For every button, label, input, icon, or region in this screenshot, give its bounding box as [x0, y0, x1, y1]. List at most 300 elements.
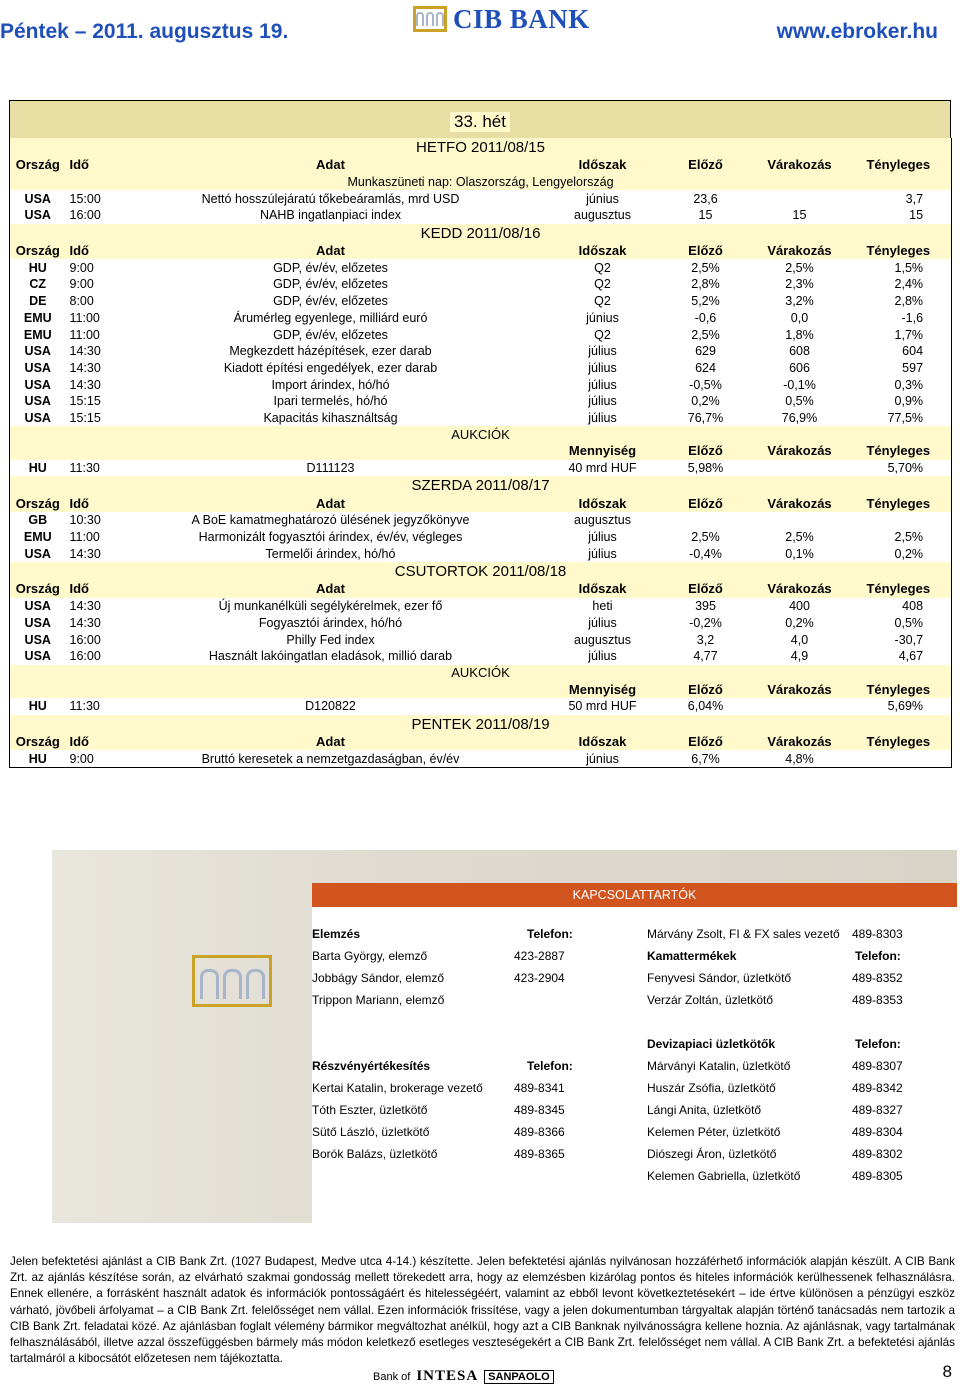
- column-header: Tényleges: [846, 734, 952, 751]
- table-cell: USA: [10, 615, 66, 632]
- contact-name: Jobbágy Sándor, elemző: [312, 971, 445, 985]
- table-cell: 9:00: [69, 260, 94, 275]
- contact-name: Lángi Anita, üzletkötő: [647, 1103, 762, 1117]
- table-cell: 5,2%: [691, 294, 720, 309]
- table-cell: USA: [10, 631, 66, 648]
- table-cell: 3,2%: [785, 294, 814, 309]
- auction-row: [10, 698, 952, 715]
- auction-cell: 11:30: [69, 699, 100, 714]
- table-row: [10, 343, 952, 360]
- table-cell: 15:15: [69, 410, 101, 425]
- column-header: Tényleges: [846, 157, 952, 174]
- table-cell: USA: [10, 360, 66, 377]
- week-title-box: [9, 100, 951, 138]
- table-cell: DE: [10, 293, 66, 310]
- table-cell: 2,5%: [785, 530, 814, 545]
- table-cell: 76,7%: [687, 410, 724, 425]
- table-cell: 14:30: [69, 360, 101, 375]
- contact-name: Diószegi Áron, üzletkötő: [647, 1147, 777, 1161]
- table-row: [10, 545, 952, 562]
- auction-cell: 5,69%: [846, 698, 952, 715]
- cib-emblem-icon: [192, 955, 272, 1007]
- table-cell: -30,7: [846, 631, 952, 648]
- table-cell: 11:00: [69, 310, 100, 325]
- table-cell: 597: [846, 360, 952, 377]
- footer-sanpaolo: SANPAOLO: [484, 1370, 554, 1384]
- table-cell: 0,5%: [846, 615, 952, 632]
- spacer: [10, 443, 548, 460]
- table-cell: 11:00: [69, 327, 100, 342]
- table-cell: 0,5%: [785, 394, 814, 409]
- column-header: Várakozás: [754, 681, 846, 698]
- table-cell: Philly Fed index: [286, 632, 375, 647]
- table-row: [10, 750, 952, 767]
- contact-name: Barta György, elemző: [312, 949, 428, 963]
- table-cell: 76,9%: [781, 410, 818, 425]
- day-title-row: [10, 715, 952, 734]
- table-cell: Termelői árindex, hó/hó: [265, 546, 396, 561]
- column-header: Tényleges: [846, 443, 952, 460]
- table-cell: 15: [792, 208, 807, 223]
- day-title: HETFO 2011/08/15: [10, 138, 952, 157]
- contact-phone: 489-8304: [852, 1125, 903, 1139]
- footer-bank-of: Bank of: [373, 1370, 411, 1383]
- contact-phone: 489-8342: [852, 1081, 903, 1095]
- table-cell: Bruttó keresetek a nemzetgazdaságban, év/év: [114, 750, 548, 767]
- column-header: Időszak: [548, 495, 658, 512]
- table-cell: Q2: [594, 277, 611, 292]
- table-row: [10, 529, 952, 546]
- table-cell: -0,5%: [689, 377, 722, 392]
- column-header: Előző: [658, 243, 754, 260]
- column-header: Tényleges: [846, 495, 952, 512]
- column-header: Előző: [658, 157, 754, 174]
- table-cell: 2,5%: [785, 260, 814, 275]
- column-header: Időszak: [548, 734, 658, 751]
- table-cell: 14:30: [69, 599, 101, 614]
- disclaimer: Jelen befektetési ajánlást a CIB Bank Zrt. (1027 Budapest, Medve utca 4-14.) készítette. Jelen befektetési ajánlás nyilvánosan hozzáférhető információk alapján készült. A CIB Bank Zrt. az ajánlás készítése során, az elvárható szakmai gondosság mellett törekedett arra, hogy az elemzésben kizárólag pontos és hiteles információk kerülhessenek felhasználásra. Ennek ellenére, a forrásként használt adatok és információk pontosságáért és hitelességéért, valamint az ebből levont következtetésekért – ide értve különösen a pénzügyi eszköz várható, jövőbeli árfolyamat – a CIB Bank Zrt. felelősséget nem vállal. Ezen információk frissítése, vagy a jelen dokumentumban tárgyaltak alapján történő tanácsadás nem tartozik a CIB Bank Zrt. feladatai közé. Az ajánlásban foglalt vélemény bármikor megváltozhat anélkül, hogy azt a CIB Banknak nyilvánosságra kellene hoznia. Az ajánlásnak, vagy tartalmának felhasználásából, illetve azzal összefüggésben bármely más módon keletkező esetleges veszteségekért a CIB Bank Zrt. felelősséget nem vállal. A CIB Bank Zrt. a befektetési ajánlás tartalmáról a kibocsátót előzetesen nem tájékoztatta.: [10, 1255, 955, 1366]
- column-header: Ország: [10, 243, 66, 260]
- contact-name: Tóth Eszter, üzletkötő: [312, 1103, 428, 1117]
- table-cell: július: [588, 377, 617, 392]
- table-cell: USA: [10, 410, 66, 427]
- table-cell: USA: [10, 376, 66, 393]
- column-header: Ország: [10, 734, 66, 751]
- column-header: Adat: [114, 243, 548, 260]
- table-cell: Használt lakóingatlan eladások, millió darab: [208, 649, 453, 664]
- table-row: [10, 512, 952, 529]
- contacts-section: [52, 850, 957, 1223]
- table-cell: július: [588, 344, 617, 359]
- table-cell: [846, 512, 952, 529]
- column-header: Előző: [658, 443, 754, 460]
- table-cell: -0,4%: [689, 546, 722, 561]
- table-cell: Kapacitás kihasználtság: [263, 410, 398, 425]
- table-cell: Q2: [594, 294, 611, 309]
- table-cell: 4,9: [790, 649, 809, 664]
- table-cell: USA: [10, 598, 66, 615]
- table-cell: -0,6: [694, 310, 717, 325]
- contact-phone: 489-8352: [852, 971, 903, 985]
- table-cell: heti: [592, 599, 613, 614]
- auction-title: AUKCIÓK: [10, 426, 952, 443]
- column-header: Várakozás: [754, 734, 846, 751]
- column-header: Várakozás: [754, 495, 846, 512]
- contact-phone: 489-8302: [852, 1147, 903, 1161]
- table-cell: július: [588, 394, 617, 409]
- table-cell: [846, 750, 952, 767]
- table-cell: GDP, év/év, előzetes: [273, 327, 388, 342]
- table-row: [10, 326, 952, 343]
- table-row: [10, 293, 952, 310]
- contact-name: Márvány Zsolt, FI & FX sales vezető: [647, 927, 840, 941]
- table-cell: 395: [695, 599, 716, 614]
- contact-name: Márványi Katalin, üzletkötő: [647, 1059, 791, 1073]
- contact-phone: 489-8365: [514, 1147, 565, 1161]
- column-header: Ország: [10, 157, 66, 174]
- table-cell: GDP, év/év, előzetes: [273, 260, 388, 275]
- page-header: [0, 0, 960, 70]
- column-header: Tényleges: [846, 243, 952, 260]
- table-cell: 2,4%: [846, 276, 952, 293]
- day-title-row: [10, 138, 952, 157]
- table-cell: USA: [10, 207, 66, 224]
- day-title-row: [10, 476, 952, 495]
- table-cell: 16:00: [69, 649, 101, 664]
- auction-title-row: [10, 665, 952, 682]
- table-cell: [658, 512, 754, 529]
- table-cell: 0,9%: [846, 393, 952, 410]
- table-cell: Fogyasztói árindex, hó/hó: [258, 615, 403, 630]
- column-header: Időszak: [548, 243, 658, 260]
- column-header: Előző: [658, 495, 754, 512]
- day-title: SZERDA 2011/08/17: [10, 476, 952, 495]
- table-row: [10, 598, 952, 615]
- table-cell: 77,5%: [846, 410, 952, 427]
- day-title-row: [10, 562, 952, 581]
- auction-header-row: [10, 443, 952, 460]
- contact-phone: 489-8305: [852, 1169, 903, 1183]
- column-header: Előző: [658, 734, 754, 751]
- column-header-row: [10, 495, 952, 512]
- table-cell: EMU: [10, 326, 66, 343]
- auction-row: [10, 460, 952, 477]
- table-cell: 6,7%: [658, 750, 754, 767]
- table-cell: 14:30: [69, 344, 101, 359]
- table-cell: -0,2%: [689, 615, 722, 630]
- table-row: [10, 207, 952, 224]
- contact-name: Huszár Zsófia, üzletkötő: [647, 1081, 776, 1095]
- auction-cell: D120822: [305, 699, 356, 714]
- column-header: Tényleges: [846, 681, 952, 698]
- table-cell: 15:15: [69, 394, 101, 409]
- column-header: Előző: [658, 581, 754, 598]
- table-cell: GDP, év/év, előzetes: [273, 294, 388, 309]
- table-cell: 606: [789, 360, 810, 375]
- auction-cell: 11:30: [69, 461, 100, 476]
- contact-name: Fenyvesi Sándor, üzletkötő: [647, 971, 792, 985]
- table-cell: USA: [10, 648, 66, 665]
- table-row: [10, 190, 952, 207]
- table-cell: 4,77: [693, 649, 718, 664]
- table-cell: 604: [846, 343, 952, 360]
- table-cell: 0,2%: [691, 394, 720, 409]
- table-cell: Megkezdett házépítések, ezer darab: [229, 344, 432, 359]
- column-header: Várakozás: [754, 243, 846, 260]
- holiday-note: Munkaszüneti nap: Olaszország, Lengyelország: [10, 174, 952, 191]
- table-cell: 3,7: [846, 190, 952, 207]
- table-row: [10, 648, 952, 665]
- cib-logo-icon: [413, 6, 447, 32]
- table-cell: 2,5%: [691, 260, 720, 275]
- table-cell: 624: [695, 360, 716, 375]
- contact-name: Verzár Zoltán, üzletkötő: [647, 993, 774, 1007]
- contact-name: Borók Balázs, üzletkötő: [312, 1147, 438, 1161]
- week-title: 33. hét: [450, 112, 510, 132]
- table-cell: CZ: [10, 276, 66, 293]
- day-title: CSUTORTOK 2011/08/18: [10, 562, 952, 581]
- column-header: Idő: [66, 581, 114, 598]
- auction-cell: HU: [10, 460, 66, 477]
- table-cell: 14:30: [69, 377, 101, 392]
- table-cell: 9:00: [69, 277, 94, 292]
- auction-cell: HU: [10, 698, 66, 715]
- section-heading: Elemzés: [312, 927, 361, 941]
- table-cell: 4,0: [790, 632, 809, 647]
- table-cell: HU: [10, 259, 66, 276]
- table-cell: Új munkanélküli segélykérelmek, ezer fő: [218, 599, 443, 614]
- table-cell: [754, 512, 846, 529]
- table-cell: június: [586, 310, 619, 325]
- table-cell: 15: [846, 207, 952, 224]
- table-cell: 2,5%: [691, 530, 720, 545]
- table-cell: 629: [695, 344, 716, 359]
- table-cell: 1,5%: [846, 259, 952, 276]
- phone-label: Telefon:: [527, 1059, 573, 1073]
- column-header: Időszak: [548, 157, 658, 174]
- table-cell: 1,8%: [785, 327, 814, 342]
- column-header-row: [10, 734, 952, 751]
- contact-name: Kelemen Gabriella, üzletkötő: [647, 1169, 801, 1183]
- table-cell: 4,67: [846, 648, 952, 665]
- auction-cell: 40 mrd HUF: [568, 461, 637, 476]
- table-cell: 2,5%: [846, 529, 952, 546]
- table-cell: augusztus: [574, 208, 631, 223]
- section-heading: Kamattermékek: [647, 949, 737, 963]
- table-cell: július: [588, 360, 617, 375]
- auction-cell: 5,98%: [687, 461, 724, 476]
- table-cell: [754, 190, 846, 207]
- table-cell: 408: [846, 598, 952, 615]
- column-header: Adat: [114, 157, 548, 174]
- day-title: PENTEK 2011/08/19: [10, 715, 952, 734]
- spacer: [10, 681, 548, 698]
- column-header-row: [10, 157, 952, 174]
- contact-name: Trippon Mariann, elemző: [312, 993, 445, 1007]
- day-title: KEDD 2011/08/16: [10, 224, 952, 243]
- table-cell: USA: [10, 343, 66, 360]
- contact-phone: 489-8345: [514, 1103, 565, 1117]
- table-cell: 16:00: [69, 632, 101, 647]
- table-row: [10, 276, 952, 293]
- table-cell: 0,0: [790, 310, 809, 325]
- table-cell: 0,2%: [846, 545, 952, 562]
- cib-logo-text: CIB BANK: [453, 3, 590, 34]
- table-cell: Harmonizált fogyasztói árindex, év/év, végleges: [198, 530, 463, 545]
- contact-phone: 489-8341: [514, 1081, 565, 1095]
- column-header-row: [10, 243, 952, 260]
- column-header: Tényleges: [846, 581, 952, 598]
- table-cell: Árumérleg egyenlege, milliárd euró: [233, 310, 428, 325]
- column-header: Mennyiség: [548, 681, 658, 698]
- table-cell: 10:30: [69, 513, 101, 528]
- table-row: [10, 410, 952, 427]
- column-header: Várakozás: [754, 443, 846, 460]
- header-date: Péntek – 2011. augusztus 19.: [0, 20, 289, 43]
- table-cell: július: [588, 530, 617, 545]
- table-cell: 15:00: [69, 191, 101, 206]
- auction-cell: D111123: [306, 461, 355, 476]
- column-header: Adat: [114, 581, 548, 598]
- table-row: [10, 259, 952, 276]
- table-cell: Ipari termelés, hó/hó: [273, 394, 388, 409]
- table-cell: Q2: [594, 260, 611, 275]
- auction-cell: [754, 460, 846, 477]
- column-header: Várakozás: [754, 581, 846, 598]
- table-row: [10, 310, 952, 327]
- table-cell: 0,2%: [785, 615, 814, 630]
- contact-name: Sütő László, üzletkötő: [312, 1125, 430, 1139]
- table-cell: július: [588, 410, 617, 425]
- table-cell: EMU: [10, 310, 66, 327]
- weekly-calendar: [9, 100, 951, 768]
- column-header: Idő: [66, 734, 114, 751]
- table-cell: 4,8%: [754, 750, 846, 767]
- header-url[interactable]: www.ebroker.hu: [776, 20, 938, 43]
- table-cell: augusztus: [574, 513, 631, 528]
- table-cell: augusztus: [574, 632, 631, 647]
- cib-bank-logo: [413, 2, 590, 36]
- day-title-row: [10, 224, 952, 243]
- table-cell: 608: [789, 344, 810, 359]
- auction-title-row: [10, 426, 952, 443]
- contact-phone: 423-2904: [514, 971, 565, 985]
- column-header: Előző: [658, 681, 754, 698]
- footer-intesa: INTESA: [416, 1368, 479, 1384]
- contacts-panel: [312, 907, 957, 1223]
- table-cell: 2,8%: [691, 277, 720, 292]
- contact-name: Kertai Katalin, brokerage vezető: [312, 1081, 483, 1095]
- auction-title: AUKCIÓK: [10, 665, 952, 682]
- page-number: 8: [942, 1362, 952, 1381]
- table-cell: 2,8%: [846, 293, 952, 310]
- table-cell: Import árindex, hó/hó: [271, 377, 390, 392]
- table-cell: július: [588, 649, 617, 664]
- table-cell: június: [548, 750, 658, 767]
- calendar-table: [9, 138, 952, 768]
- contact-phone: 489-8327: [852, 1103, 903, 1117]
- contact-phone: 489-8366: [514, 1125, 565, 1139]
- column-header: Adat: [114, 495, 548, 512]
- table-row: [10, 615, 952, 632]
- table-cell: Q2: [594, 327, 611, 342]
- table-cell: 11:00: [69, 530, 100, 545]
- table-cell: A BoE kamatmeghatározó ülésének jegyzőkönyve: [191, 513, 470, 528]
- table-cell: július: [588, 615, 617, 630]
- table-cell: 1,7%: [846, 326, 952, 343]
- table-cell: 2,3%: [785, 277, 814, 292]
- table-cell: 14:30: [69, 546, 101, 561]
- table-cell: 0,1%: [785, 546, 814, 561]
- table-cell: 8:00: [69, 294, 94, 309]
- phone-label: Telefon:: [527, 927, 573, 941]
- table-cell: 23,6: [693, 191, 718, 206]
- table-cell: 15: [698, 208, 713, 223]
- contact-phone: 489-8307: [852, 1059, 903, 1073]
- column-header: Ország: [10, 495, 66, 512]
- column-header: Ország: [10, 581, 66, 598]
- table-cell: NAHB ingatlanpiaci index: [259, 208, 402, 223]
- table-row: [10, 376, 952, 393]
- table-cell: -0,1%: [783, 377, 816, 392]
- column-header: Idő: [66, 243, 114, 260]
- contact-phone: 423-2887: [514, 949, 565, 963]
- table-row: [10, 631, 952, 648]
- table-cell: USA: [10, 545, 66, 562]
- table-cell: július: [588, 546, 617, 561]
- table-cell: 3,2: [696, 632, 715, 647]
- column-header: Várakozás: [754, 157, 846, 174]
- table-cell: 400: [789, 599, 810, 614]
- auction-cell: 5,70%: [846, 460, 952, 477]
- table-row: [10, 393, 952, 410]
- table-cell: Kiadott építési engedélyek, ezer darab: [223, 360, 438, 375]
- column-header: Idő: [66, 157, 114, 174]
- holiday-note-row: [10, 174, 952, 191]
- phone-label: Telefon:: [855, 1037, 901, 1051]
- contact-phone: 489-8303: [852, 927, 903, 941]
- phone-label: Telefon:: [855, 949, 901, 963]
- auction-header-row: [10, 681, 952, 698]
- table-cell: GDP, év/év, előzetes: [273, 277, 388, 292]
- contact-name: Kelemen Péter, üzletkötő: [647, 1125, 781, 1139]
- table-row: [10, 360, 952, 377]
- auction-cell: [754, 698, 846, 715]
- auction-cell: 50 mrd HUF: [568, 699, 637, 714]
- column-header: Mennyiség: [548, 443, 658, 460]
- table-cell: június: [586, 191, 619, 206]
- table-cell: 2,5%: [691, 327, 720, 342]
- column-header-row: [10, 581, 952, 598]
- table-cell: 16:00: [69, 208, 101, 223]
- section-heading: Részvényértékesítés: [312, 1059, 431, 1073]
- table-cell: HU: [10, 750, 66, 767]
- footer-logo: [373, 1368, 554, 1385]
- table-cell: 14:30: [69, 615, 101, 630]
- auction-cell: 6,04%: [687, 699, 724, 714]
- table-cell: Nettó hosszúlejáratú tőkebeáramlás, mrd USD: [201, 191, 460, 206]
- column-header: Idő: [66, 495, 114, 512]
- table-cell: EMU: [10, 529, 66, 546]
- contacts-title: KAPCSOLATTARTÓK: [312, 883, 957, 907]
- section-heading: Devizapiaci üzletkötők: [647, 1037, 776, 1051]
- table-cell: USA: [10, 190, 66, 207]
- table-cell: GB: [10, 512, 66, 529]
- table-cell: 9:00: [66, 750, 114, 767]
- column-header: Adat: [114, 734, 548, 751]
- table-cell: -1,6: [846, 310, 952, 327]
- table-cell: 0,3%: [846, 376, 952, 393]
